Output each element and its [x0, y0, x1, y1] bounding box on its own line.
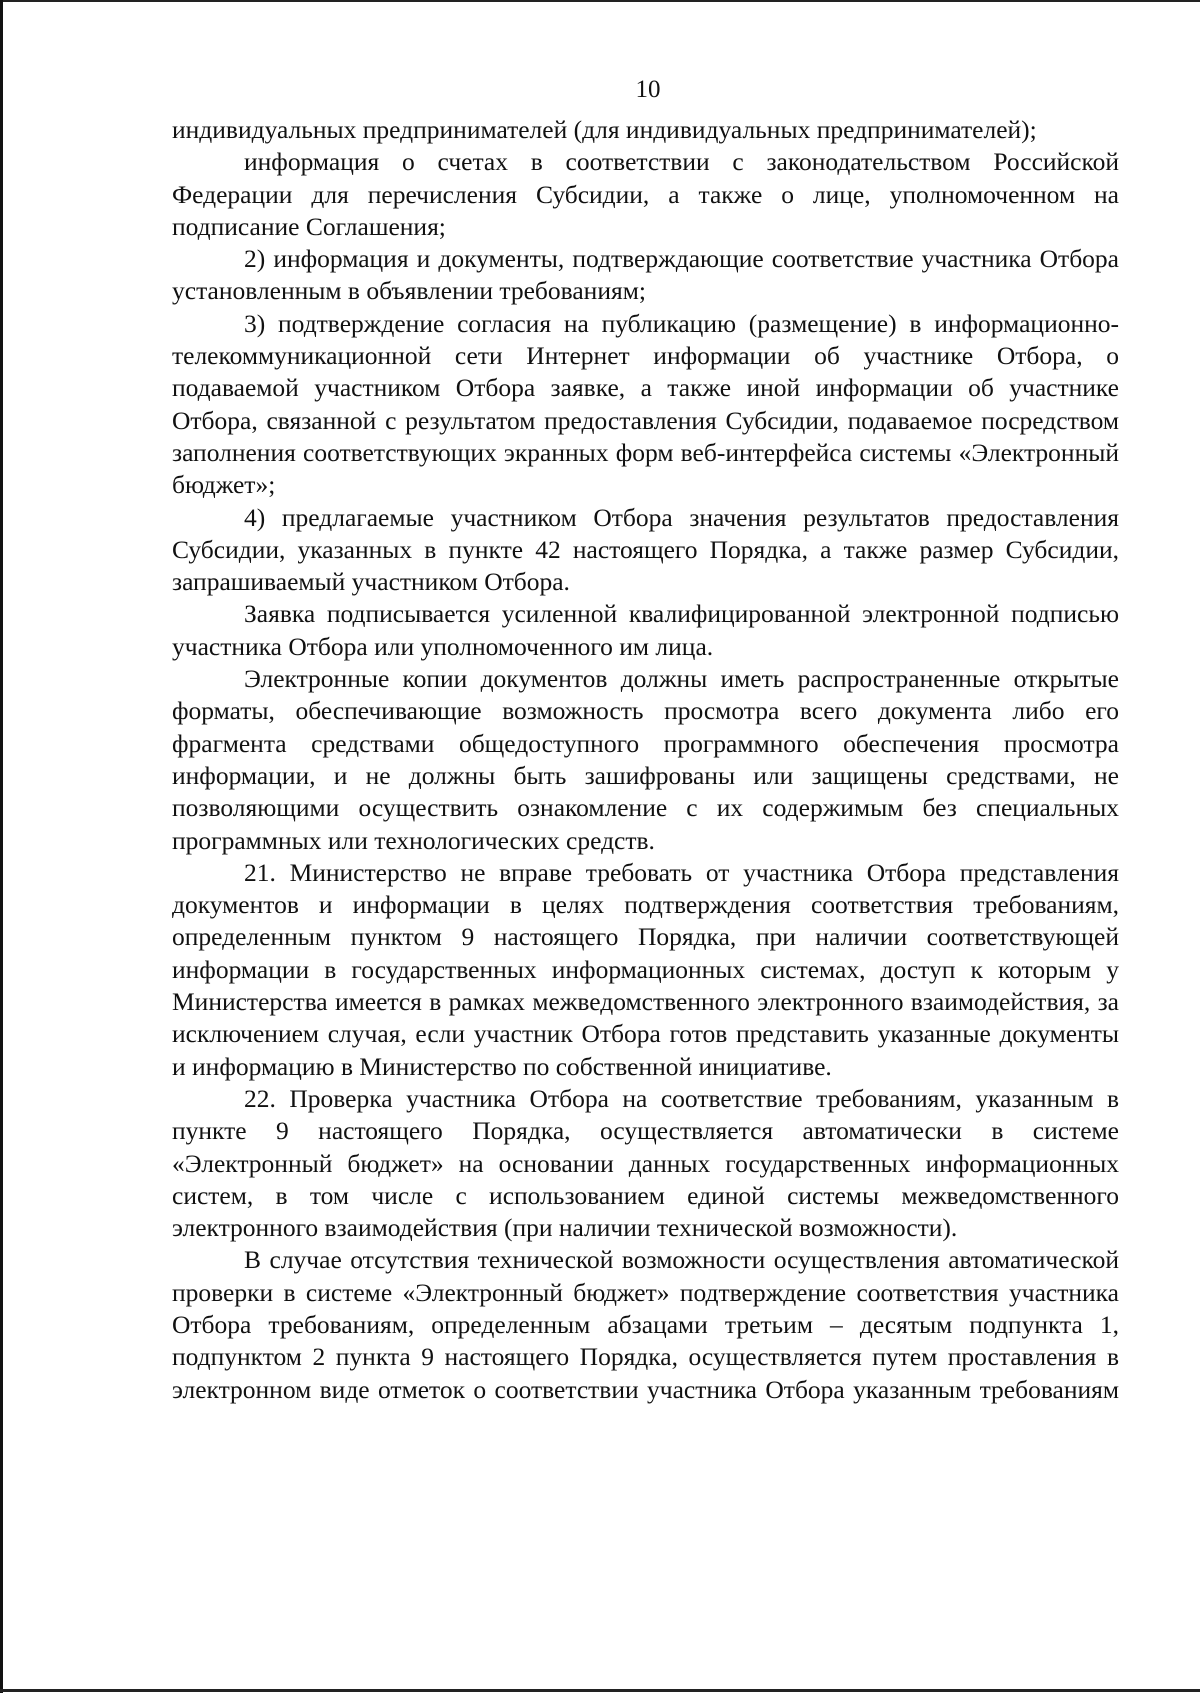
scan-border-left	[0, 0, 3, 1693]
paragraph-item-4: 4) предлагаемые участником Отбора значения результатов предоставления Субсидии, указанных в пункте 42 настоящего Порядка, а также размер Субсидии, запрашиваемый участником Отбора.	[172, 502, 1119, 597]
paragraph-signature: Заявка подписывается усиленной квалифицированной электронной подписью участника Отбора или уполномоченного им лица.	[172, 599, 1119, 661]
paragraph-clause-22: 22. Проверка участника Отбора на соответствие требованиям, указанным в пункте 9 настоящего Порядка, осуществляется автоматически в системе «Электронный бюджет» на основании данных государственных информационных систем, в том числе с использованием единой системы межведомственного электронного взаимодействия (при наличии технической возможности).	[172, 1083, 1119, 1243]
document-body	[172, 114, 1119, 1406]
paragraph-item-2: 2) информация и документы, подтверждающие соответствие участника Отбора установленным в объявлении требованиям;	[172, 244, 1119, 306]
paragraph-electronic-copies: Электронные копии документов должны иметь распространенные открытые форматы, обеспечивающие возможность просмотра всего документа либо его фрагмента средствами общедоступного программного обеспечения просмотра информации, и не должны быть зашифрованы или защищены средствами, не позволяющими осуществить ознакомление с их содержимым без специальных программных или технологических средств.	[172, 664, 1119, 855]
paragraph-item-3: 3) подтверждение согласия на публикацию (размещение) в информационно-телекоммуникационной сети Интернет информации об участнике Отбора, о подаваемой участником Отбора заявке, а также иной информации об участнике Отбора, связанной с результатом предоставления Субсидии, подаваемое посредством заполнения соответствующих экранных форм веб-интерфейса системы «Электронный бюджет»;	[172, 308, 1119, 500]
paragraph-continuation: индивидуальных предпринимателей (для индивидуальных предпринимателей);	[172, 115, 1037, 144]
paragraph-clause-21: 21. Министерство не вправе требовать от участника Отбора представления документов и информации в целях подтверждения соответствия требованиям, определенным пунктом 9 настоящего Порядка, при наличии соответствующей информации в государственных информационных системах, доступ к которым у Министерства имеется в рамках межведомственного электронного взаимодействия, за исключением случая, если участник Отбора готов представить указанные документы и информацию в Министерство по собственной инициативе.	[172, 857, 1119, 1081]
scan-border-bottom	[0, 1689, 1200, 1692]
paragraph-account-info: информация о счетах в соответствии с законодательством Российской Федерации для перечисления Субсидии, а также о лице, уполномоченном на подписание Соглашения;	[172, 147, 1119, 241]
paragraph-manual-check: В случае отсутствия технической возможности осуществления автоматической проверки в системе «Электронный бюджет» подтверждение соответствия участника Отбора требованиям, определенным абзацами третьим – десятым подпункта 1, подпунктом 2 пункта 9 настоящего Порядка, осуществляется путем проставления в электронном виде отметок о соответствии участника Отбора указанным требованиям	[172, 1245, 1119, 1404]
page-number: 10	[635, 76, 661, 103]
scan-border-top	[0, 0, 1200, 2]
